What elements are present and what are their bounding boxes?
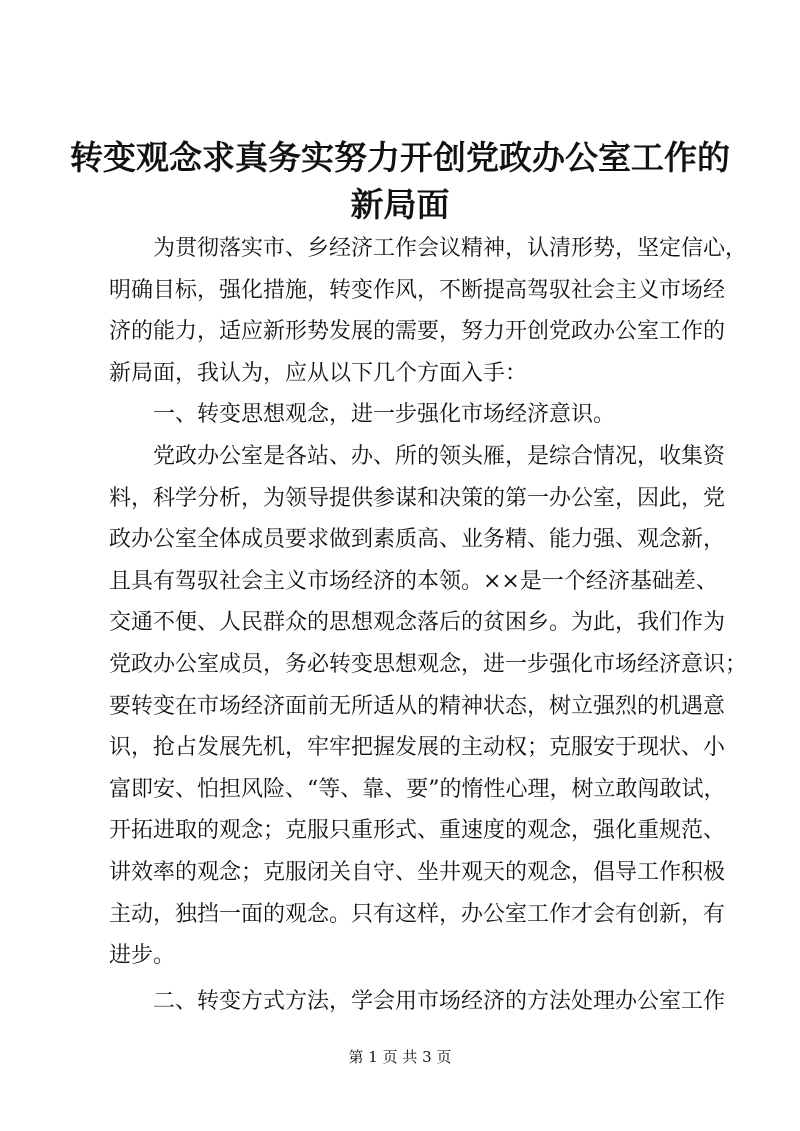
paragraph-intro [109, 228, 748, 394]
text-line: 识，抢占发展先机，牢牢把握发展的主动权；克服安于现状、小 [109, 735, 726, 761]
text-line: 料，科学分析，为领导提供参谋和决策的第一办公室，因此，党 [109, 485, 726, 511]
document-title-line-2: 新局面 [350, 185, 450, 224]
document-title-line-1: 转变观念求真务实努力开创党政办公室工作的 [70, 138, 730, 177]
text-line: 党政办公室是各站、办、所的领头雁，是综合情况，收集资 [153, 443, 726, 469]
text-line: 讲效率的观念；克服闭关自守、坐井观天的观念，倡导工作积极 [109, 859, 726, 885]
text-line: 明确目标，强化措施，转变作风，不断提高驾驭社会主义市场经 [109, 277, 726, 303]
text-line: 要转变在市场经济面前无所适从的精神状态，树立强烈的机遇意 [109, 693, 726, 719]
text-line: 主动，独挡一面的观念。只有这样，办公室工作才会有创新，有 [109, 901, 726, 927]
section-heading-1 [109, 394, 709, 436]
text-line: 进步。 [109, 943, 176, 969]
page-footer: 第 1 页 共 3 页 [348, 1048, 452, 1066]
text-line: 济的能力，适应新形势发展的需要，努力开创党政办公室工作的 [109, 319, 726, 345]
text-line: 交通不便、人民群众的思想观念落后的贫困乡。为此，我们作为 [109, 610, 726, 636]
text-line: 为贯彻落实市、乡经济工作会议精神，认清形势，坚定信心， [153, 236, 748, 261]
text-line: 党政办公室成员，务必转变思想观念，进一步强化市场经济意识； [109, 651, 748, 677]
text-line: 富即安、怕担风险、“等、靠、要”的惰性心理，树立敢闯敢试， [109, 776, 726, 802]
text-line: 且具有驾驭社会主义市场经济的本领。××是一个经济基础差、 [109, 568, 718, 594]
text-line: 开拓进取的观念；克服只重形式、重速度的观念，强化重规范、 [109, 818, 726, 844]
text-line: 新局面，我认为，应从以下几个方面入手： [109, 360, 528, 386]
document-body [109, 228, 748, 1022]
section-heading-2 [109, 981, 726, 1023]
text-line: 二、转变方式方法，学会用市场经济的方法处理办公室工作 [153, 988, 726, 1014]
paragraph-section-1 [109, 436, 748, 977]
text-line: 一、转变思想观念，进一步强化市场经济意识。 [153, 402, 616, 428]
text-line: 政办公室全体成员要求做到素质高、业务精、能力强、观念新， [109, 527, 726, 553]
